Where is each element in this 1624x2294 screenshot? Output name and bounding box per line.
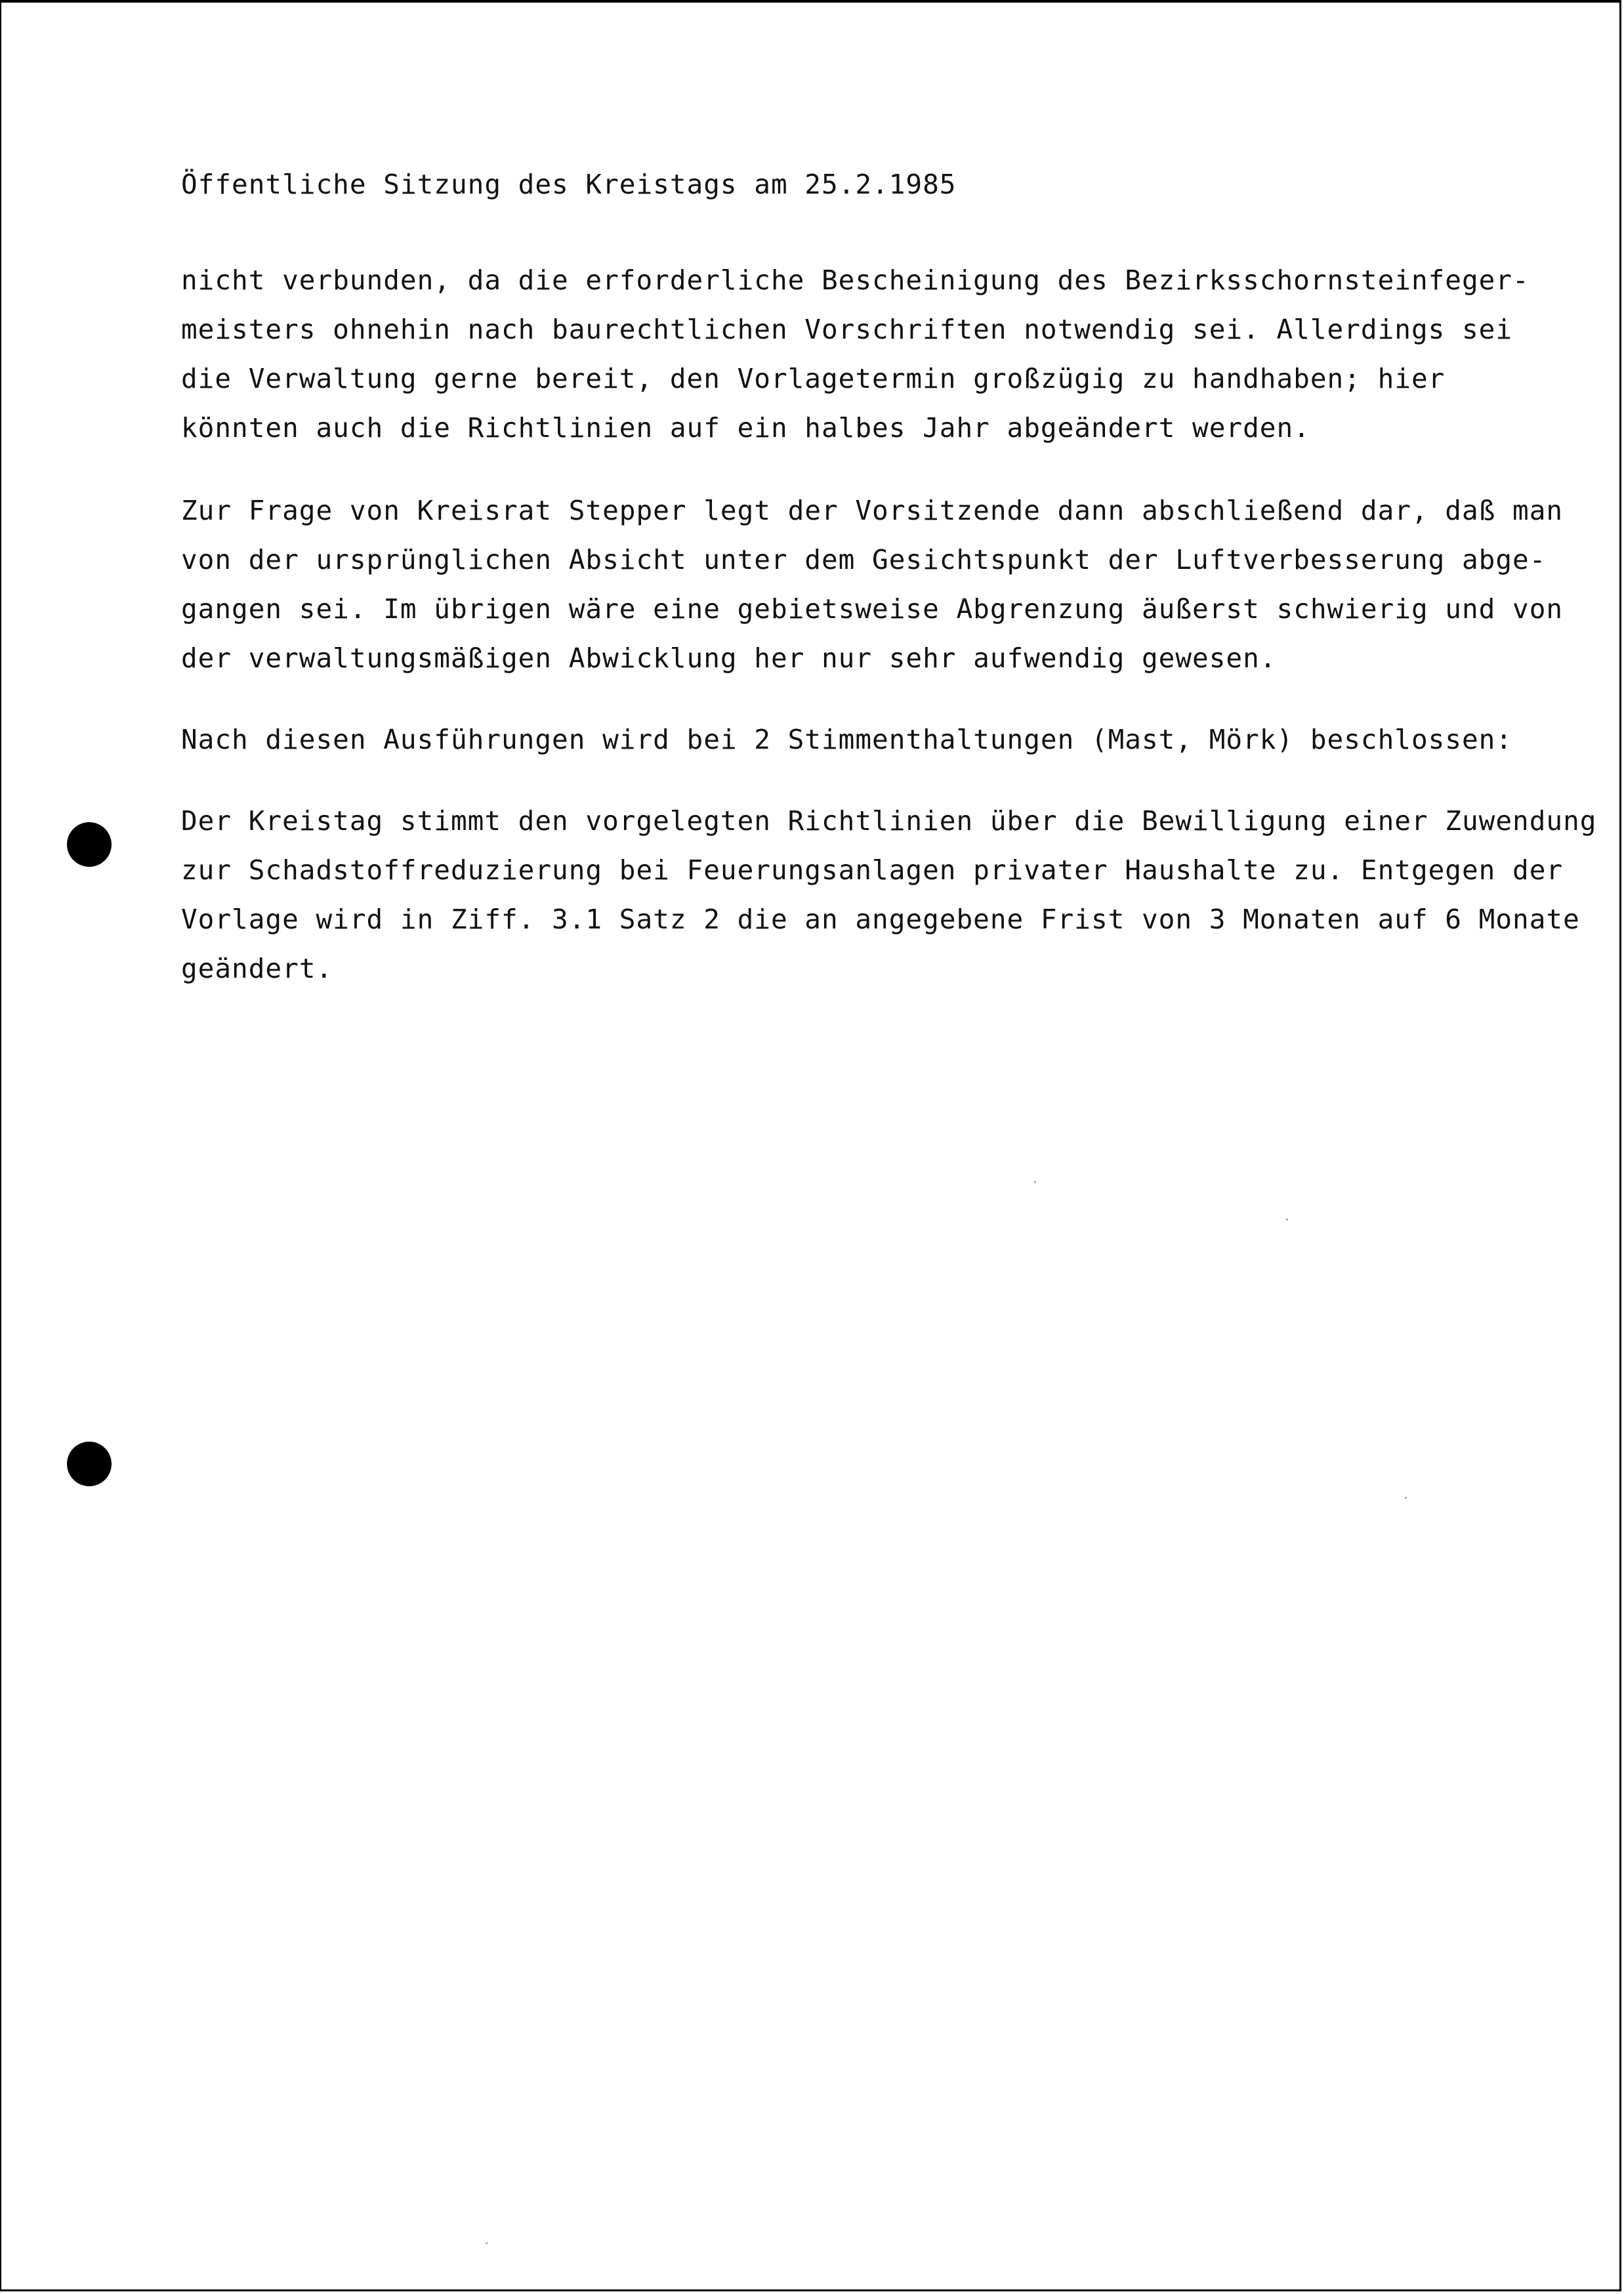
paragraph <box>181 715 1512 764</box>
scan-speck <box>1286 1219 1288 1220</box>
punch-hole <box>67 1442 112 1486</box>
text-line: Vorlage wird in Ziff. 3.1 Satz 2 die an angegebene Frist von 3 Monaten auf 6 Monate <box>181 904 1580 935</box>
text-line: die Verwaltung gerne bereit, den Vorlagetermin großzügig zu handhaben; hier <box>181 363 1446 394</box>
paragraph <box>181 486 1563 683</box>
scan-speck <box>486 2242 488 2244</box>
text-line: Der Kreistag stimmt den vorgelegten Richtlinien über die Bewilligung einer Zuwendung <box>181 805 1597 837</box>
text-line: nicht verbunden, da die erforderliche Bescheinigung des Bezirksschornsteinfeger- <box>181 264 1530 296</box>
text-line: von der ursprünglichen Absicht unter dem Gesichtspunkt der Luftverbesserung abge- <box>181 544 1547 575</box>
text-line: Nach diesen Ausführungen wird bei 2 Stimmenthaltungen (Mast, Mörk) beschlossen: <box>181 724 1513 755</box>
text-line: Zur Frage von Kreisrat Stepper legt der Vorsitzende dann abschließend dar, daß man <box>181 495 1564 526</box>
resolution-paragraph <box>181 797 1596 993</box>
punch-hole <box>67 822 112 867</box>
text-line: der verwaltungsmäßigen Abwicklung her nur sehr aufwendig gewesen. <box>181 642 1277 674</box>
text-line: zur Schadstoffreduzierung bei Feuerungsanlagen privater Haushalte zu. Entgegen der <box>181 854 1564 886</box>
paragraph <box>181 256 1530 453</box>
scan-speck <box>1034 1181 1036 1183</box>
session-header: Öffentliche Sitzung des Kreistags am 25.2.1985 <box>181 169 957 200</box>
text-line: geändert. <box>181 953 333 984</box>
text-line: könnten auch die Richtlinien auf ein halbes Jahr abgeändert werden. <box>181 412 1310 444</box>
scan-speck <box>1405 1497 1407 1499</box>
text-line: meisters ohnehin nach baurechtlichen Vorschriften notwendig sei. Allerdings sei <box>181 314 1513 345</box>
text-line: gangen sei. Im übrigen wäre eine gebietsweise Abgrenzung äußerst schwierig und von <box>181 593 1564 625</box>
